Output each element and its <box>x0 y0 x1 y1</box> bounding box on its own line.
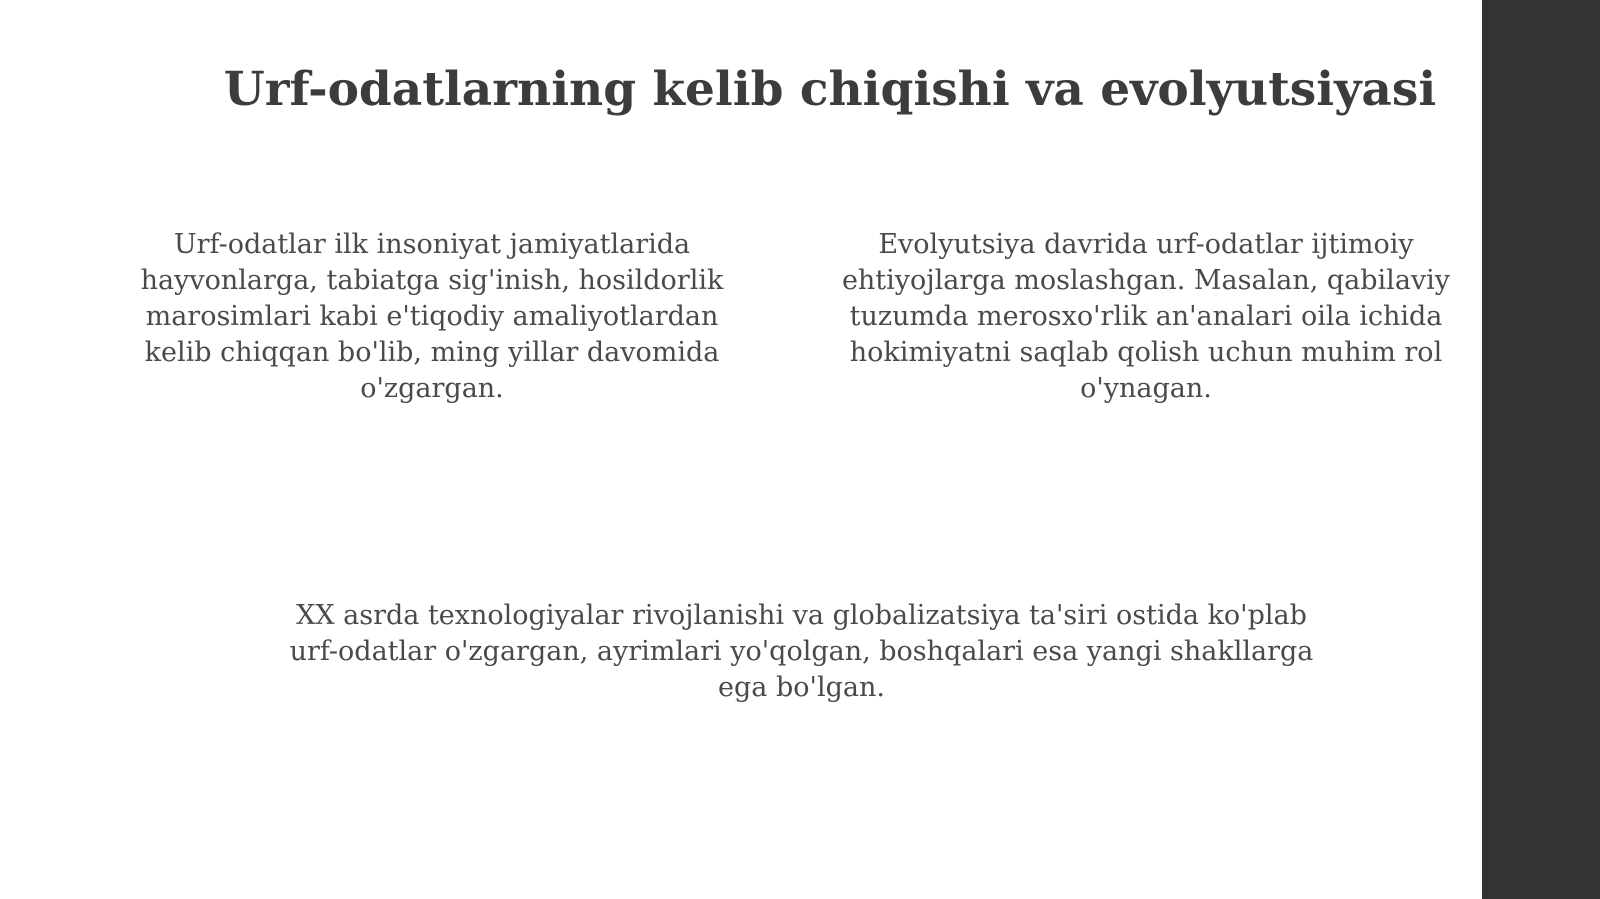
paragraph-origins: Urf-odatlar ilk insoniyat jamiyatlarida hayvonlarga, tabiatga sig'inish, hosildorlik marosimlari kabi e'tiqodiy amaliyotlardan kelib chiqqan bo'lib, ming yillar davomida o'zgargan. <box>140 229 724 404</box>
decorative-side-bar <box>1482 0 1600 899</box>
slide-title: Urf-odatlarning kelib chiqishi va evolyutsiyasi <box>223 62 1437 117</box>
paragraph-evolution: Evolyutsiya davrida urf-odatlar ijtimoiy ehtiyojlarga moslashgan. Masalan, qabilaviy tuzumda merosxo'rlik an'analari oila ichida hokimiyatni saqlab qolish uchun muhim rol o'ynagan. <box>841 229 1451 404</box>
paragraph-modern-era: XX asrda texnologiyalar rivojlanishi va globalizatsiya ta'siri ostida ko'plab urf-odatlar o'zgargan, ayrimlari yo'qolgan, boshqalari esa yangi shakllarga ega bo'lgan. <box>289 600 1314 703</box>
